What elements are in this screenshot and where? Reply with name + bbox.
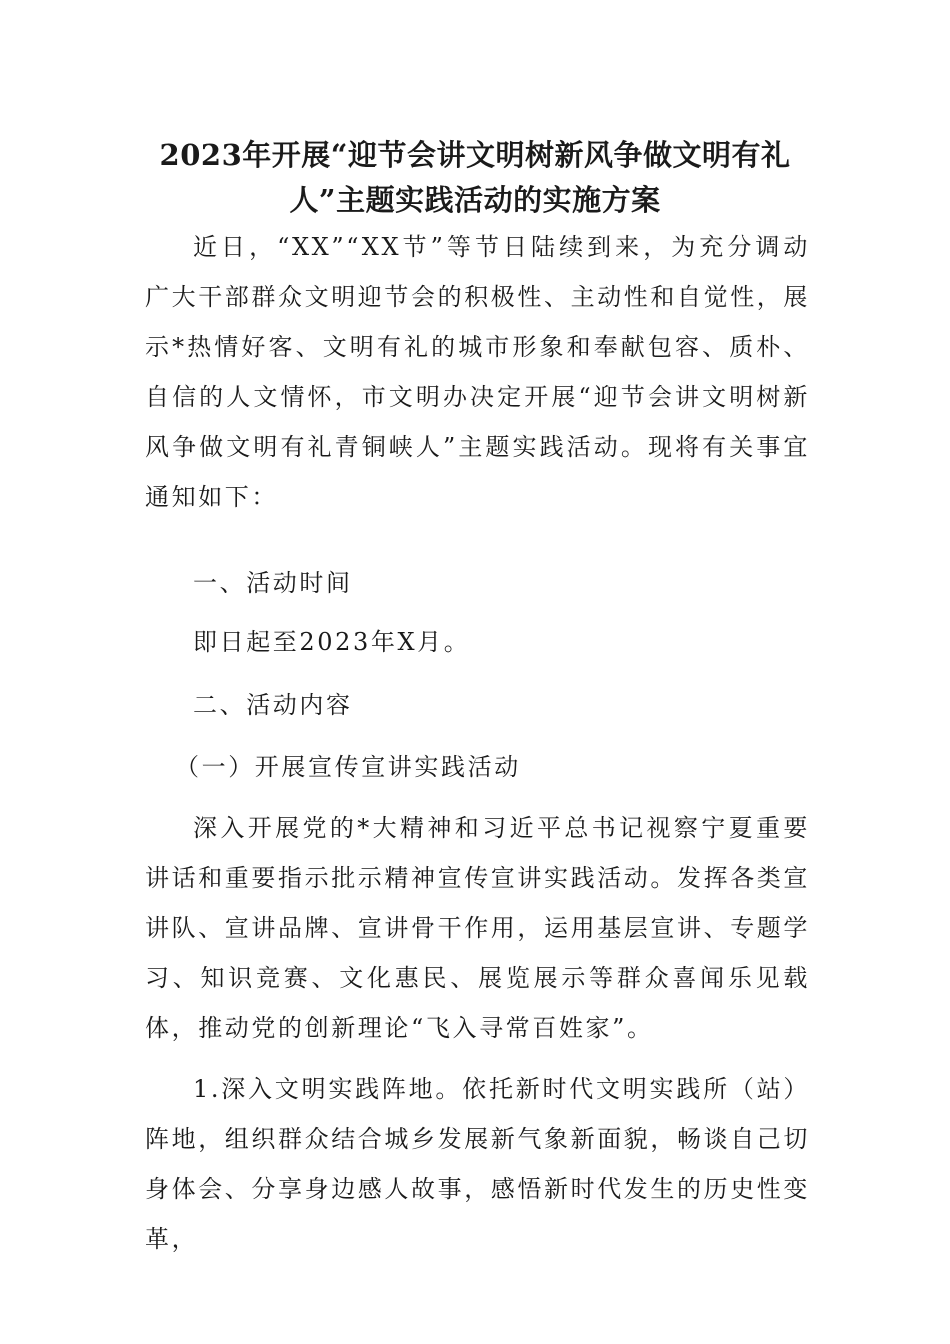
section-body-time: 即日起至2023年X月。	[193, 628, 471, 656]
subsection-heading-propaganda: （一）开展宣传宣讲实践活动	[175, 753, 521, 781]
item-1-paragraph: 1.深入文明实践阵地。依托新时代文明实践所（站）阵地，组织群众结合城乡发展新气象新面貌，畅谈自己切身体会、分享身边感人故事，感悟新时代发生的历史性变革，	[145, 1075, 810, 1253]
section-heading-time: 一、活动时间	[193, 569, 353, 597]
document-title-line-1: 2023年开展“迎节会讲文明树新风争做文明有礼	[159, 138, 791, 172]
intro-paragraph: 近日，“XX”“XX节”等节日陆续到来，为充分调动广大干部群众文明迎节会的积极性、主动性和自觉性，展示*热情好客、文明有礼的城市形象和奉献包容、质朴、自信的人文情怀，市文明办决定开展“迎节会讲文明树新风争做文明有礼青铜峡人”主题实践活动。现将有关事宜通知如下：	[145, 233, 810, 511]
document-title-line-2: 人”主题实践活动的实施方案	[289, 183, 661, 217]
section-heading-content: 二、活动内容	[193, 691, 353, 719]
subsection-body-propaganda: 深入开展党的*大精神和习近平总书记视察宁夏重要讲话和重要指示批示精神宣传宣讲实践活动。发挥各类宣讲队、宣讲品牌、宣讲骨干作用，运用基层宣讲、专题学习、知识竞赛、文化惠民、展览展示等群众喜闻乐见载体，推动党的创新理论“飞入寻常百姓家”。	[145, 814, 810, 1042]
